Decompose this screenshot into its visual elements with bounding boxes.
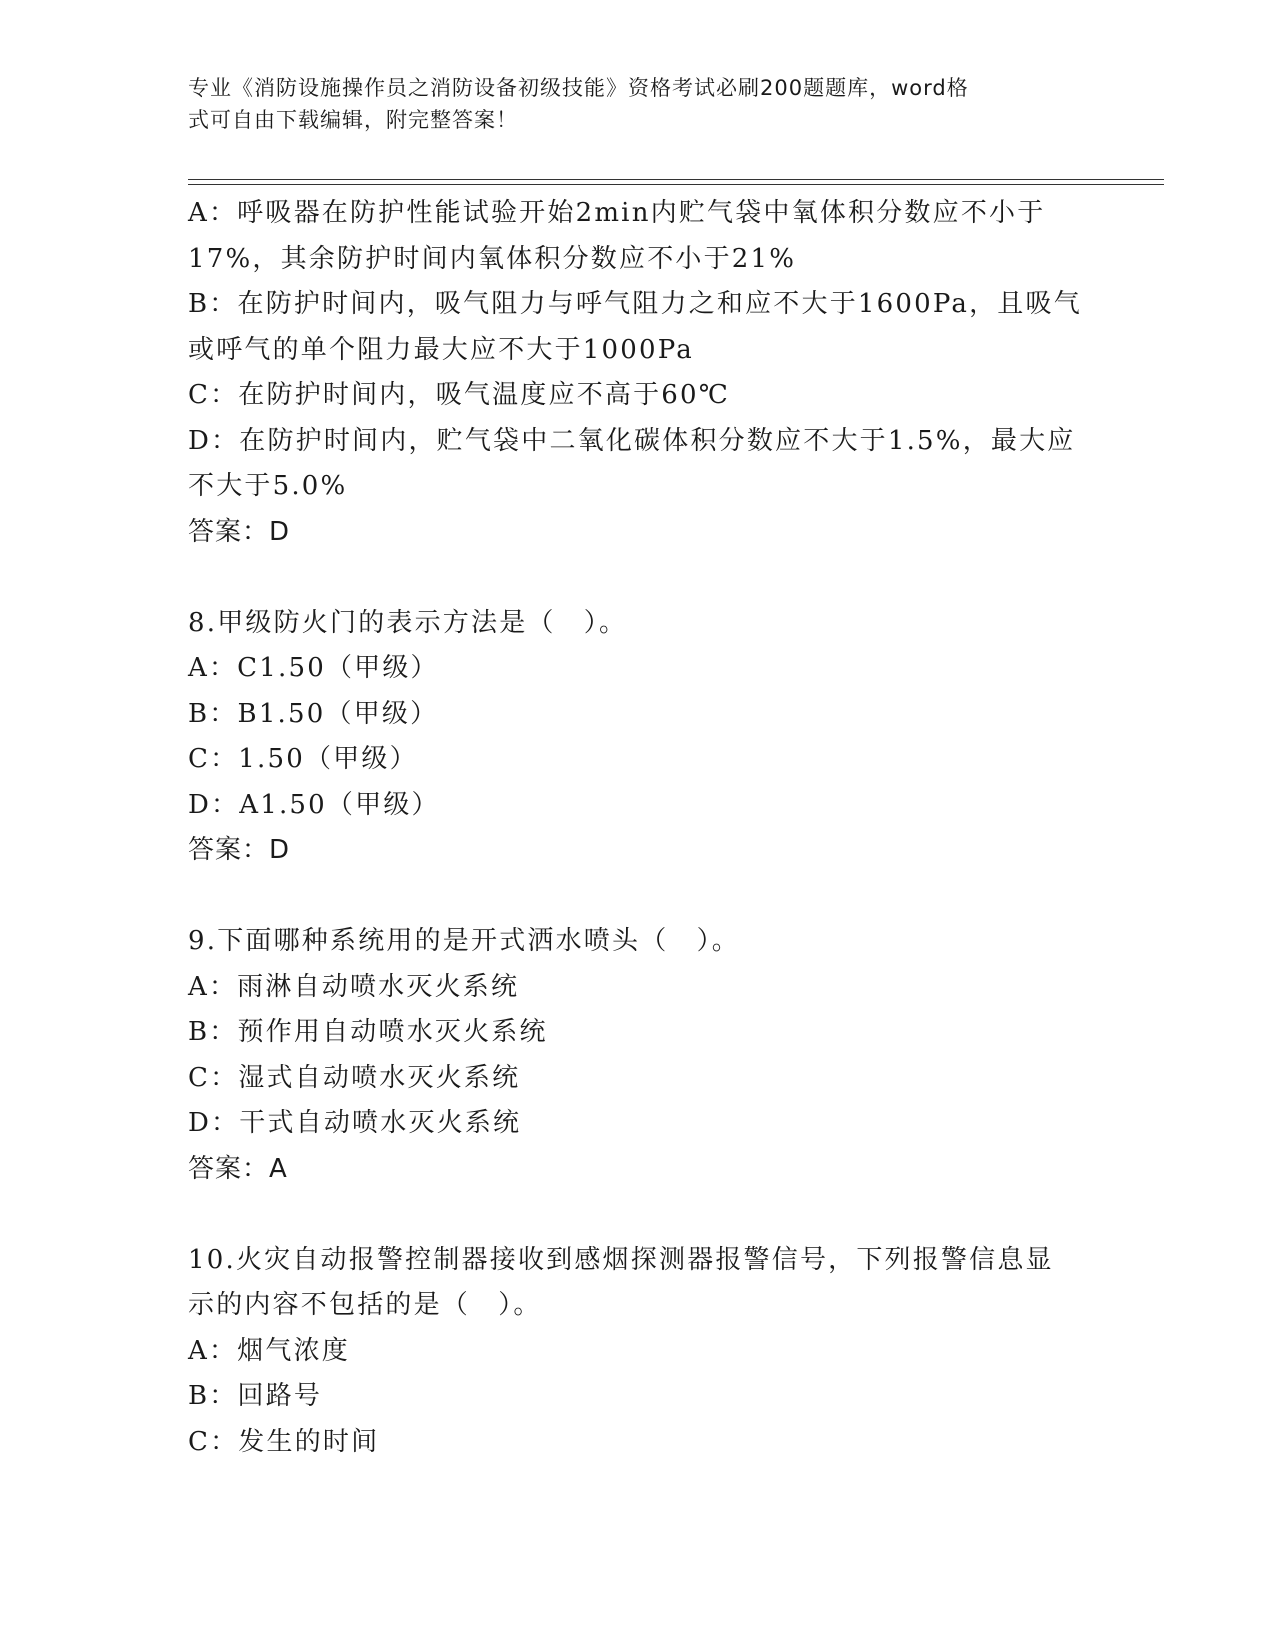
question-7 [188,191,1088,555]
option-d: D：干式自动喷水灭火系统 [188,1108,522,1138]
question-text: 8.甲级防火门的表示方法是（ ）。 [188,607,628,638]
question-list [188,191,1088,1465]
option-c: C：1.50（甲级） [188,744,418,774]
document-header [188,72,1068,136]
option-a-line-1: A：呼吸器在防护性能试验开始2min内贮气袋中氧体积分数应不小于 [188,198,1046,228]
header-line-2: 式可自由下载编辑，附完整答案！ [188,108,518,132]
option-b-line-1: B：在防护时间内，吸气阻力与呼气阻力之和应不大于1600Pa，且吸气 [188,289,1082,319]
question-10 [188,1238,1088,1466]
option-b: B：预作用自动喷水灭火系统 [188,1017,548,1047]
option-a: A：雨淋自动喷水灭火系统 [188,971,520,1002]
header-line-1: 专业《消防设施操作员之消防设备初级技能》资格考试必刷200题题库，word格 [188,76,969,100]
header-divider-bottom [188,184,1164,185]
question-8 [188,601,1088,874]
option-d-line-2: 不大于5.0% [188,471,348,501]
option-c: C：发生的时间 [188,1426,380,1457]
option-a: A：烟气浓度 [188,1335,350,1366]
option-a: A：C1.50（甲级） [188,653,439,683]
question-text: 9.下面哪种系统用的是开式洒水喷头（ ）。 [188,926,741,956]
option-c: C：在防护时间内，吸气温度应不高于60℃ [188,380,731,410]
option-a-line-2: 17%，其余防护时间内氧体积分数应不小于21% [188,243,797,274]
answer: 答案：D [188,835,291,865]
spacer [188,555,1088,601]
question-text-line-2: 示的内容不包括的是（ ）。 [188,1290,542,1320]
option-d: D：A1.50（甲级） [188,789,440,820]
answer: 答案：A [188,1153,288,1184]
spacer [188,1192,1088,1238]
option-b: B：回路号 [188,1381,323,1411]
header-divider-top [188,179,1164,180]
option-b: B：B1.50（甲级） [188,698,439,729]
option-c: C：湿式自动喷水灭火系统 [188,1062,521,1093]
spacer [188,874,1088,920]
answer: 答案：D [188,516,291,547]
option-d-line-1: D：在防护时间内，贮气袋中二氧化碳体积分数应不大于1.5%，最大应 [188,425,1076,456]
option-b-line-2: 或呼气的单个阻力最大应不大于1000Pa [188,334,694,365]
question-text-line-1: 10.火灾自动报警控制器接收到感烟探测器报警信号，下列报警信息显 [188,1244,1054,1275]
question-9 [188,919,1088,1192]
